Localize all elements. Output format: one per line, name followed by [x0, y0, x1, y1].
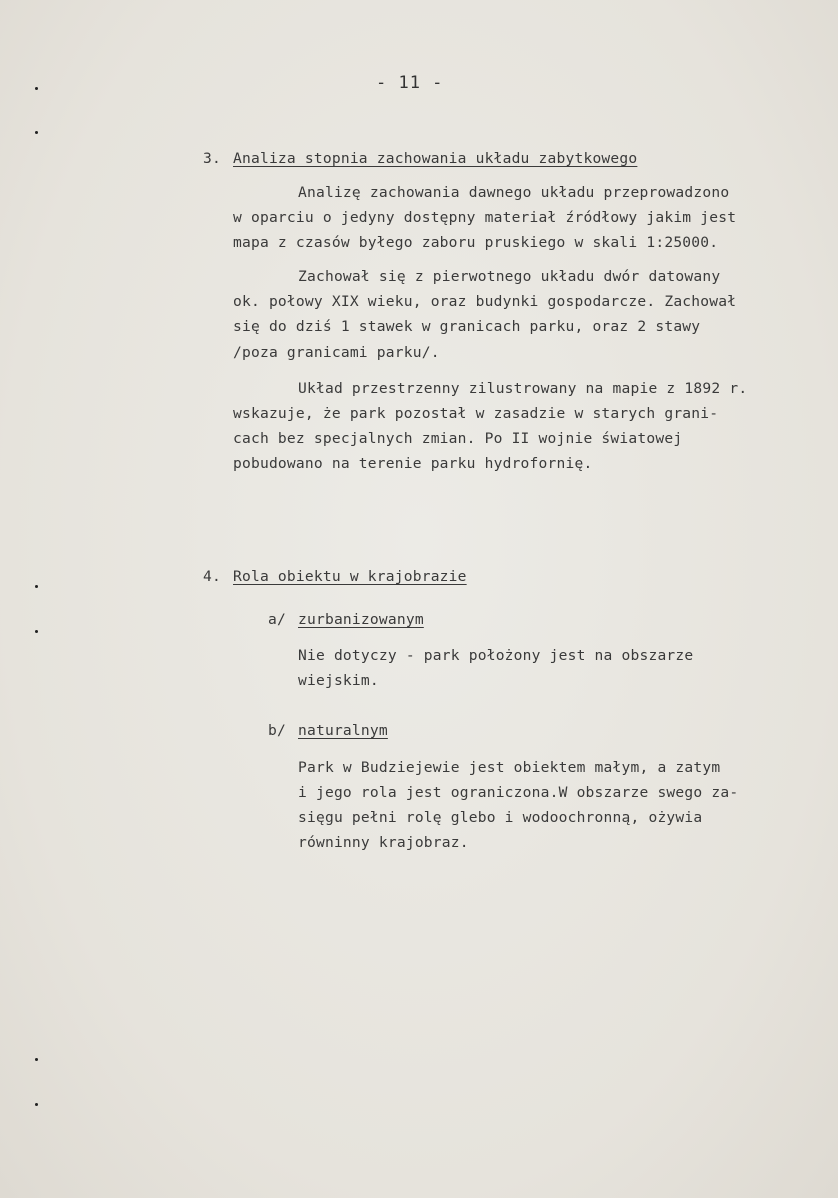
section-3-para3-line3: cach bez specjalnych zmian. Po II wojnie światowej: [233, 430, 683, 447]
section-3-para2-line3: się do dziś 1 stawek w granicach parku, oraz 2 stawy: [233, 318, 701, 335]
section-3-number: 3.: [203, 150, 221, 167]
margin-mark: [35, 1058, 38, 1061]
sub-a-line2: wiejskim.: [298, 672, 379, 689]
section-3-heading: Analiza stopnia zachowania układu zabytkowego: [233, 150, 638, 167]
sub-a-line1: Nie dotyczy - park położony jest na obszarze: [298, 647, 694, 664]
sub-a-label: zurbanizowanym: [298, 611, 424, 628]
sub-b-line3: sięgu pełni rolę glebo i wodoochronną, ożywia: [298, 809, 703, 826]
section-4-heading: Rola obiektu w krajobrazie: [233, 568, 467, 585]
sub-b-marker: b/: [268, 722, 286, 739]
section-3-para2-line2: ok. połowy XIX wieku, oraz budynki gospodarcze. Zachował: [233, 293, 737, 310]
margin-mark: [35, 131, 38, 134]
section-3-para1-line3: mapa z czasów byłego zaboru pruskiego w skali 1:25000.: [233, 234, 719, 251]
margin-mark: [35, 1103, 38, 1106]
section-4-number: 4.: [203, 568, 221, 585]
margin-mark: [35, 630, 38, 633]
sub-a-marker: a/: [268, 611, 286, 628]
sub-b-label: naturalnym: [298, 722, 388, 739]
section-3-para3-line1: Układ przestrzenny zilustrowany na mapie z 1892 r.: [298, 380, 748, 397]
section-3-para3-line4: pobudowano na terenie parku hydrofornię.: [233, 455, 593, 472]
sub-b-line4: równinny krajobraz.: [298, 834, 469, 851]
sub-b-line2: i jego rola jest ograniczona.W obszarze swego za-: [298, 784, 739, 801]
section-3-para2-line1: Zachował się z pierwotnego układu dwór datowany: [298, 268, 721, 285]
section-3-para1-line2: w oparciu o jedyny dostępny materiał źródłowy jakim jest: [233, 209, 737, 226]
sub-b-line1: Park w Budziejewie jest obiektem małym, a zatym: [298, 759, 721, 776]
section-3-para1-line1: Analizę zachowania dawnego układu przeprowadzono: [298, 184, 730, 201]
section-3-para2-line4: /poza granicami parku/.: [233, 344, 440, 361]
section-3-para3-line2: wskazuje, że park pozostał w zasadzie w starych grani-: [233, 405, 719, 422]
margin-mark: [35, 585, 38, 588]
margin-mark: [35, 87, 38, 90]
page-number: - 11 -: [376, 73, 444, 93]
